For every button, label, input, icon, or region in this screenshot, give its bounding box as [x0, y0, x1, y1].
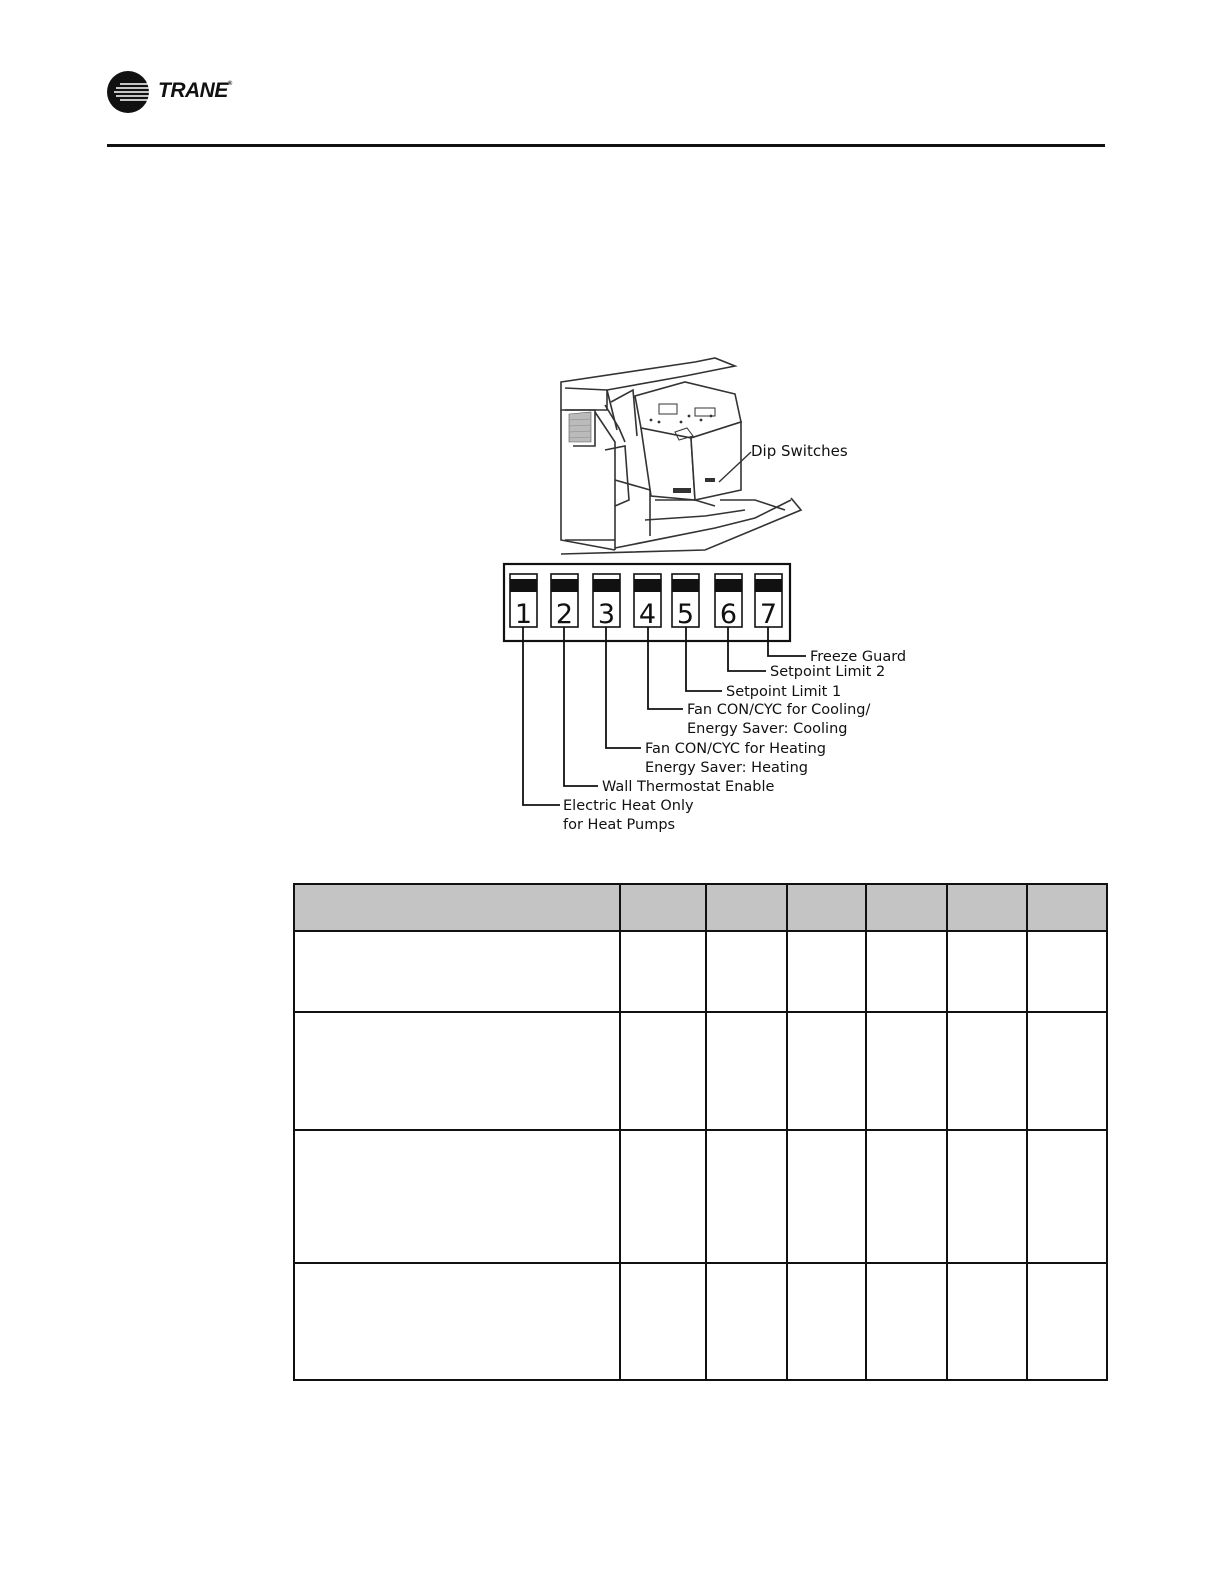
table-row	[294, 1263, 1107, 1380]
table-cell	[1027, 1012, 1107, 1130]
table-cell	[1027, 1130, 1107, 1263]
label-fan-cooling-line1: Fan CON/CYC for Cooling/	[687, 702, 871, 718]
table-cell	[947, 1130, 1027, 1263]
header-cell	[294, 884, 620, 931]
switch-toggle-1	[510, 579, 537, 592]
table-cell	[866, 1012, 947, 1130]
header-cell	[620, 884, 706, 931]
table-cell	[294, 1130, 620, 1263]
table-cell	[620, 1130, 706, 1263]
table-row	[294, 931, 1107, 1012]
switch-toggle-7	[755, 579, 782, 592]
label-wall-thermostat: Wall Thermostat Enable	[602, 779, 775, 795]
table-cell	[787, 931, 866, 1012]
table-cell	[620, 931, 706, 1012]
table-cell	[866, 1130, 947, 1263]
table-cell	[787, 1012, 866, 1130]
table-cell	[620, 1263, 706, 1380]
label-fan-heating-line2: Energy Saver: Heating	[645, 760, 808, 776]
switch-number-2: 2	[555, 599, 574, 630]
header-cell	[947, 884, 1027, 931]
label-fan-heating-line1: Fan CON/CYC for Heating	[645, 741, 826, 757]
table-cell	[706, 1012, 787, 1130]
table-cell	[947, 1012, 1027, 1130]
table-cell	[787, 1130, 866, 1263]
leader-line-3	[606, 627, 641, 748]
dip-switches-callout: Dip Switches	[751, 442, 848, 460]
header-cell	[866, 884, 947, 931]
header-cell	[1027, 884, 1107, 931]
table-cell	[1027, 931, 1107, 1012]
table-row	[294, 1012, 1107, 1130]
label-electric-heat-line2: for Heat Pumps	[563, 817, 676, 833]
switch-number-3: 3	[597, 599, 616, 630]
leader-line-2	[564, 627, 598, 786]
table-cell	[866, 1263, 947, 1380]
table-cell	[947, 931, 1027, 1012]
trane-wordmark: TRANE®	[158, 79, 232, 102]
label-electric-heat-line1: Electric Heat Only	[563, 798, 694, 814]
leader-line-1	[523, 627, 560, 805]
switch-toggle-4	[634, 579, 661, 592]
table-cell	[620, 1012, 706, 1130]
label-fan-cooling-line2: Energy Saver: Cooling	[687, 721, 848, 737]
table-cell	[294, 931, 620, 1012]
table-header-row	[294, 884, 1107, 931]
table-cell	[787, 1263, 866, 1380]
header-cell	[706, 884, 787, 931]
switch-number-4: 4	[638, 599, 657, 630]
switch-number-1: 1	[514, 599, 533, 630]
table-cell	[866, 931, 947, 1012]
table-cell	[706, 1263, 787, 1380]
switch-toggle-2	[551, 579, 578, 592]
dip-switch-settings-table	[293, 883, 1108, 1381]
label-setpoint-limit-2: Setpoint Limit 2	[770, 664, 886, 680]
switch-number-5: 5	[676, 599, 695, 630]
label-freeze-guard: Freeze Guard	[810, 649, 907, 665]
table-cell	[294, 1263, 620, 1380]
header-cell	[787, 884, 866, 931]
table-cell	[294, 1012, 620, 1130]
table-cell	[947, 1263, 1027, 1380]
table-cell	[1027, 1263, 1107, 1380]
switch-number-6: 6	[719, 599, 738, 630]
table-cell	[706, 931, 787, 1012]
label-setpoint-limit-1: Setpoint Limit 1	[726, 684, 842, 700]
switch-number-7: 7	[759, 599, 778, 630]
table-row	[294, 1130, 1107, 1263]
table-cell	[706, 1130, 787, 1263]
switch-toggle-6	[715, 579, 742, 592]
switch-toggle-3	[593, 579, 620, 592]
switch-toggle-5	[672, 579, 699, 592]
